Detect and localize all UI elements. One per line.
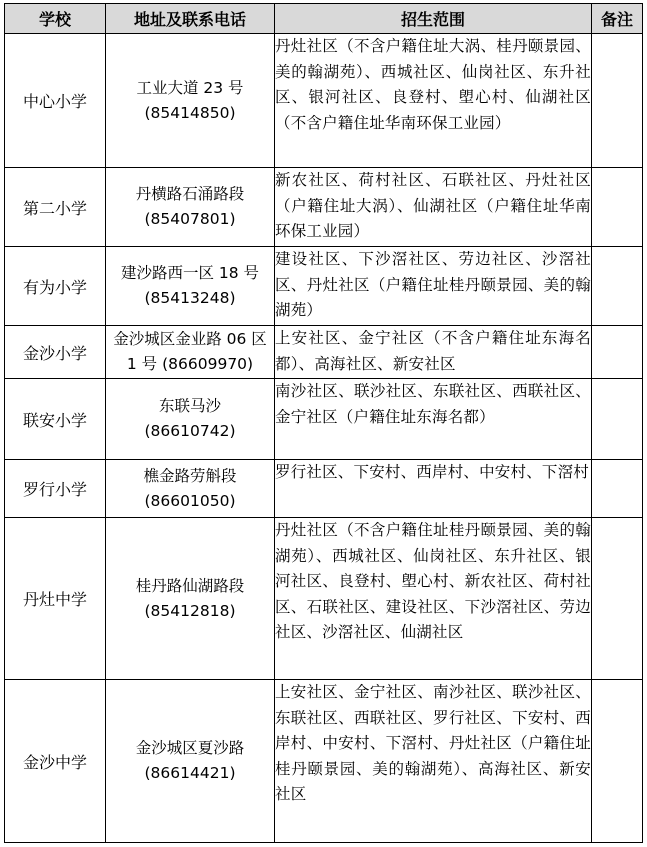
school-address-cell: [106, 379, 275, 460]
table-row: [5, 247, 643, 326]
school-phone: (85407801): [144, 210, 236, 228]
school-name: 丹灶中学: [5, 518, 106, 680]
enrollment-scope: 南沙社区、联沙社区、东联社区、西联社区、金宁社区（户籍住址东海名都）: [275, 379, 592, 460]
school-address-cell: [106, 518, 275, 680]
note-cell: [592, 680, 643, 843]
header-note: 备注: [592, 4, 643, 34]
table-header-row: [5, 4, 643, 34]
header-school: 学校: [5, 4, 106, 34]
note-cell: [592, 326, 643, 379]
enrollment-scope: 上安社区、金宁社区（不含户籍住址东海名都）、高海社区、新安社区: [275, 326, 592, 379]
header-address: 地址及联系电话: [106, 4, 275, 34]
school-name: 联安小学: [5, 379, 106, 460]
table-row: [5, 168, 643, 247]
enrollment-scope: 丹灶社区（不含户籍住址大涡、桂丹颐景园、美的翰湖苑）、西城社区、仙岗社区、东升社区、银河社区、良登村、塱心村、仙湖社区（不含户籍住址华南环保工业园）: [275, 34, 592, 168]
school-address-cell: [106, 680, 275, 843]
school-address: 桂丹路仙湖路段: [135, 576, 245, 595]
note-cell: [592, 168, 643, 247]
table-row: [5, 680, 643, 843]
school-address: 金沙城区金业路 06 区 1 号 (86609970): [113, 330, 267, 373]
note-cell: [592, 460, 643, 518]
table-row: [5, 518, 643, 680]
school-address: 东联马沙: [158, 397, 221, 415]
school-name: 第二小学: [5, 168, 106, 247]
school-address: 金沙城区夏沙路: [135, 739, 245, 757]
note-cell: [592, 379, 643, 460]
school-name: 金沙小学: [5, 326, 106, 379]
school-name: 有为小学: [5, 247, 106, 326]
school-address: 丹横路石涌路段: [135, 185, 245, 203]
school-name: 罗行小学: [5, 460, 106, 518]
school-name: 中心小学: [5, 34, 106, 168]
school-phone: (86601050): [144, 491, 236, 510]
enrollment-scope: 罗行社区、下安村、西岸村、中安村、下滘村: [275, 460, 592, 518]
school-address: 樵金路劳斛段: [143, 466, 237, 485]
table-row: [5, 326, 643, 379]
school-phone: (85412818): [144, 601, 236, 620]
table-row: [5, 379, 643, 460]
note-cell: [592, 518, 643, 680]
school-phone: (85414850): [144, 103, 236, 122]
school-address: 建沙路西一区 18 号: [120, 264, 260, 282]
note-cell: [592, 34, 643, 168]
note-cell: [592, 247, 643, 326]
enrollment-scope: 建设社区、下沙滘社区、劳边社区、沙滘社区、丹灶社区（户籍住址桂丹颐景园、美的翰湖苑）: [275, 247, 592, 326]
school-phone: (86614421): [144, 764, 236, 782]
school-address-cell: [106, 34, 275, 168]
school-address-cell: [106, 168, 275, 247]
school-address: 工业大道 23 号: [136, 78, 244, 97]
table-row: [5, 34, 643, 168]
school-address-cell: [106, 460, 275, 518]
enrollment-scope: 上安社区、金宁社区、南沙社区、联沙社区、东联社区、西联社区、罗行社区、下安村、西岸村、中安村、下滘村、丹灶社区（户籍住址桂丹颐景园、美的翰湖苑）、高海社区、新安社区: [275, 680, 592, 843]
school-name: 金沙中学: [5, 680, 106, 843]
school-phone: (85413248): [144, 289, 236, 307]
table-row: [5, 460, 643, 518]
school-address-cell: [106, 326, 275, 379]
school-phone: (86610742): [144, 422, 236, 440]
header-scope: 招生范围: [275, 4, 592, 34]
enrollment-scope: 丹灶社区（不含户籍住址桂丹颐景园、美的翰湖苑）、西城社区、仙岗社区、东升社区、银河社区、良登村、塱心村、新农社区、荷村社区、石联社区、建设社区、下沙滘社区、劳边社区、沙滘社区、仙湖社区: [275, 518, 592, 680]
enrollment-table: [4, 3, 643, 843]
enrollment-scope: 新农社区、荷村社区、石联社区、丹灶社区（户籍住址大涡）、仙湖社区（户籍住址华南环保工业园）: [275, 168, 592, 247]
school-address-cell: [106, 247, 275, 326]
